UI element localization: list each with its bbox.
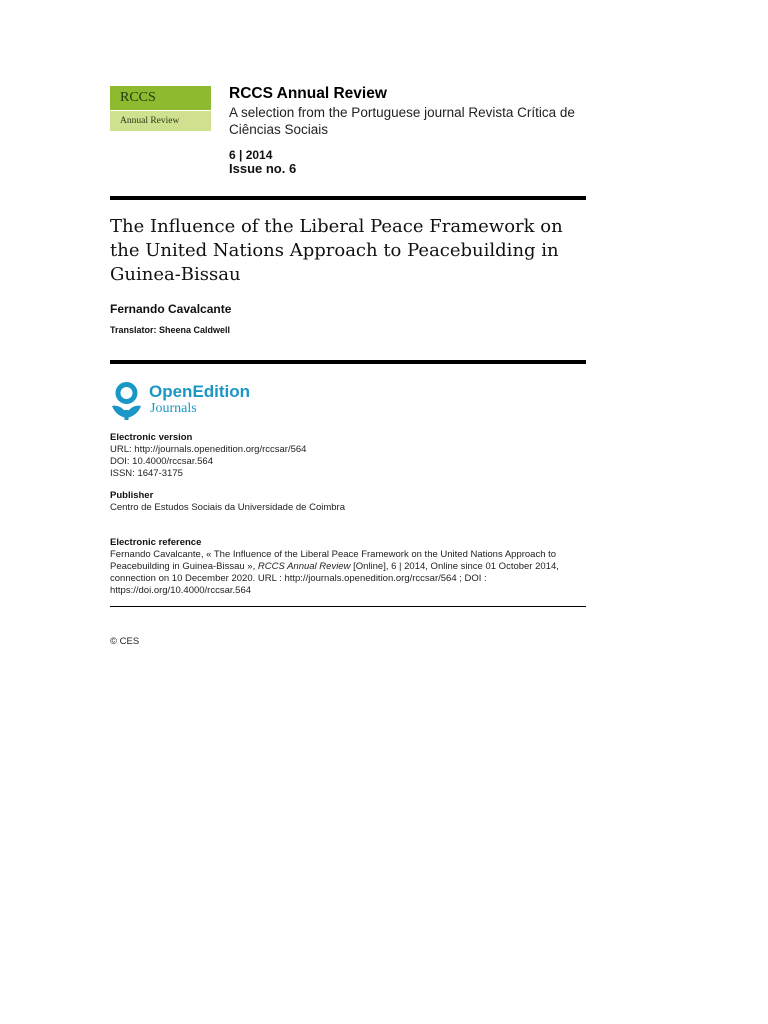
rccs-logo-sub: Annual Review bbox=[110, 111, 211, 131]
publisher-heading: Publisher bbox=[110, 490, 154, 501]
openedition-flower-icon bbox=[110, 382, 143, 420]
issue-date: 6 | 2014 bbox=[229, 148, 273, 162]
electronic-reference-text bbox=[110, 549, 586, 597]
journal-title: RCCS Annual Review bbox=[229, 85, 387, 102]
reference-journal-italic: RCCS Annual Review bbox=[257, 561, 351, 572]
middle-divider bbox=[110, 360, 586, 364]
rccs-logo bbox=[110, 86, 211, 131]
publisher-section bbox=[110, 490, 345, 514]
openedition-logo bbox=[110, 382, 270, 422]
electronic-version-heading: Electronic version bbox=[110, 432, 193, 443]
rccs-logo-main: RCCS bbox=[110, 86, 211, 110]
openedition-name: OpenEdition bbox=[149, 382, 251, 401]
electronic-reference-section bbox=[110, 537, 586, 597]
publisher-name: Centro de Estudos Sociais da Universidade de Coimbra bbox=[110, 502, 345, 513]
journal-subtitle: A selection from the Portuguese journal Revista Crítica de Ciências Sociais bbox=[229, 105, 575, 137]
top-divider bbox=[110, 196, 586, 200]
article-title: The Influence of the Liberal Peace Framework on the United Nations Approach to Peacebuilding in Guinea-Bissau bbox=[110, 216, 563, 285]
electronic-version-section bbox=[110, 432, 306, 480]
reference-part-2: [Online], 6 | 2014, Online since 01 October 2014, connection on 10 December 2020. URL : http://journals.openedition.org/rccsar/564 ; DOI : https://doi.org/10.4000/rccsar.564 bbox=[110, 561, 559, 596]
openedition-sub: Journals bbox=[150, 401, 197, 416]
copyright: © CES bbox=[110, 636, 140, 647]
bottom-divider bbox=[110, 606, 586, 607]
article-issn: ISSN: 1647-3175 bbox=[110, 468, 183, 479]
issue-number: Issue no. 6 bbox=[229, 161, 297, 176]
electronic-reference-heading: Electronic reference bbox=[110, 537, 202, 548]
article-translator: Translator: Sheena Caldwell bbox=[110, 325, 231, 335]
article-doi[interactable]: DOI: 10.4000/rccsar.564 bbox=[110, 456, 213, 467]
reference-part-1: Fernando Cavalcante, « The Influence of the Liberal Peace Framework on the United Nations Approach to Peacebuilding in Guinea-Bissau », bbox=[110, 549, 557, 572]
article-url[interactable]: URL: http://journals.openedition.org/rccsar/564 bbox=[110, 444, 307, 455]
article-author: Fernando Cavalcante bbox=[110, 302, 232, 316]
